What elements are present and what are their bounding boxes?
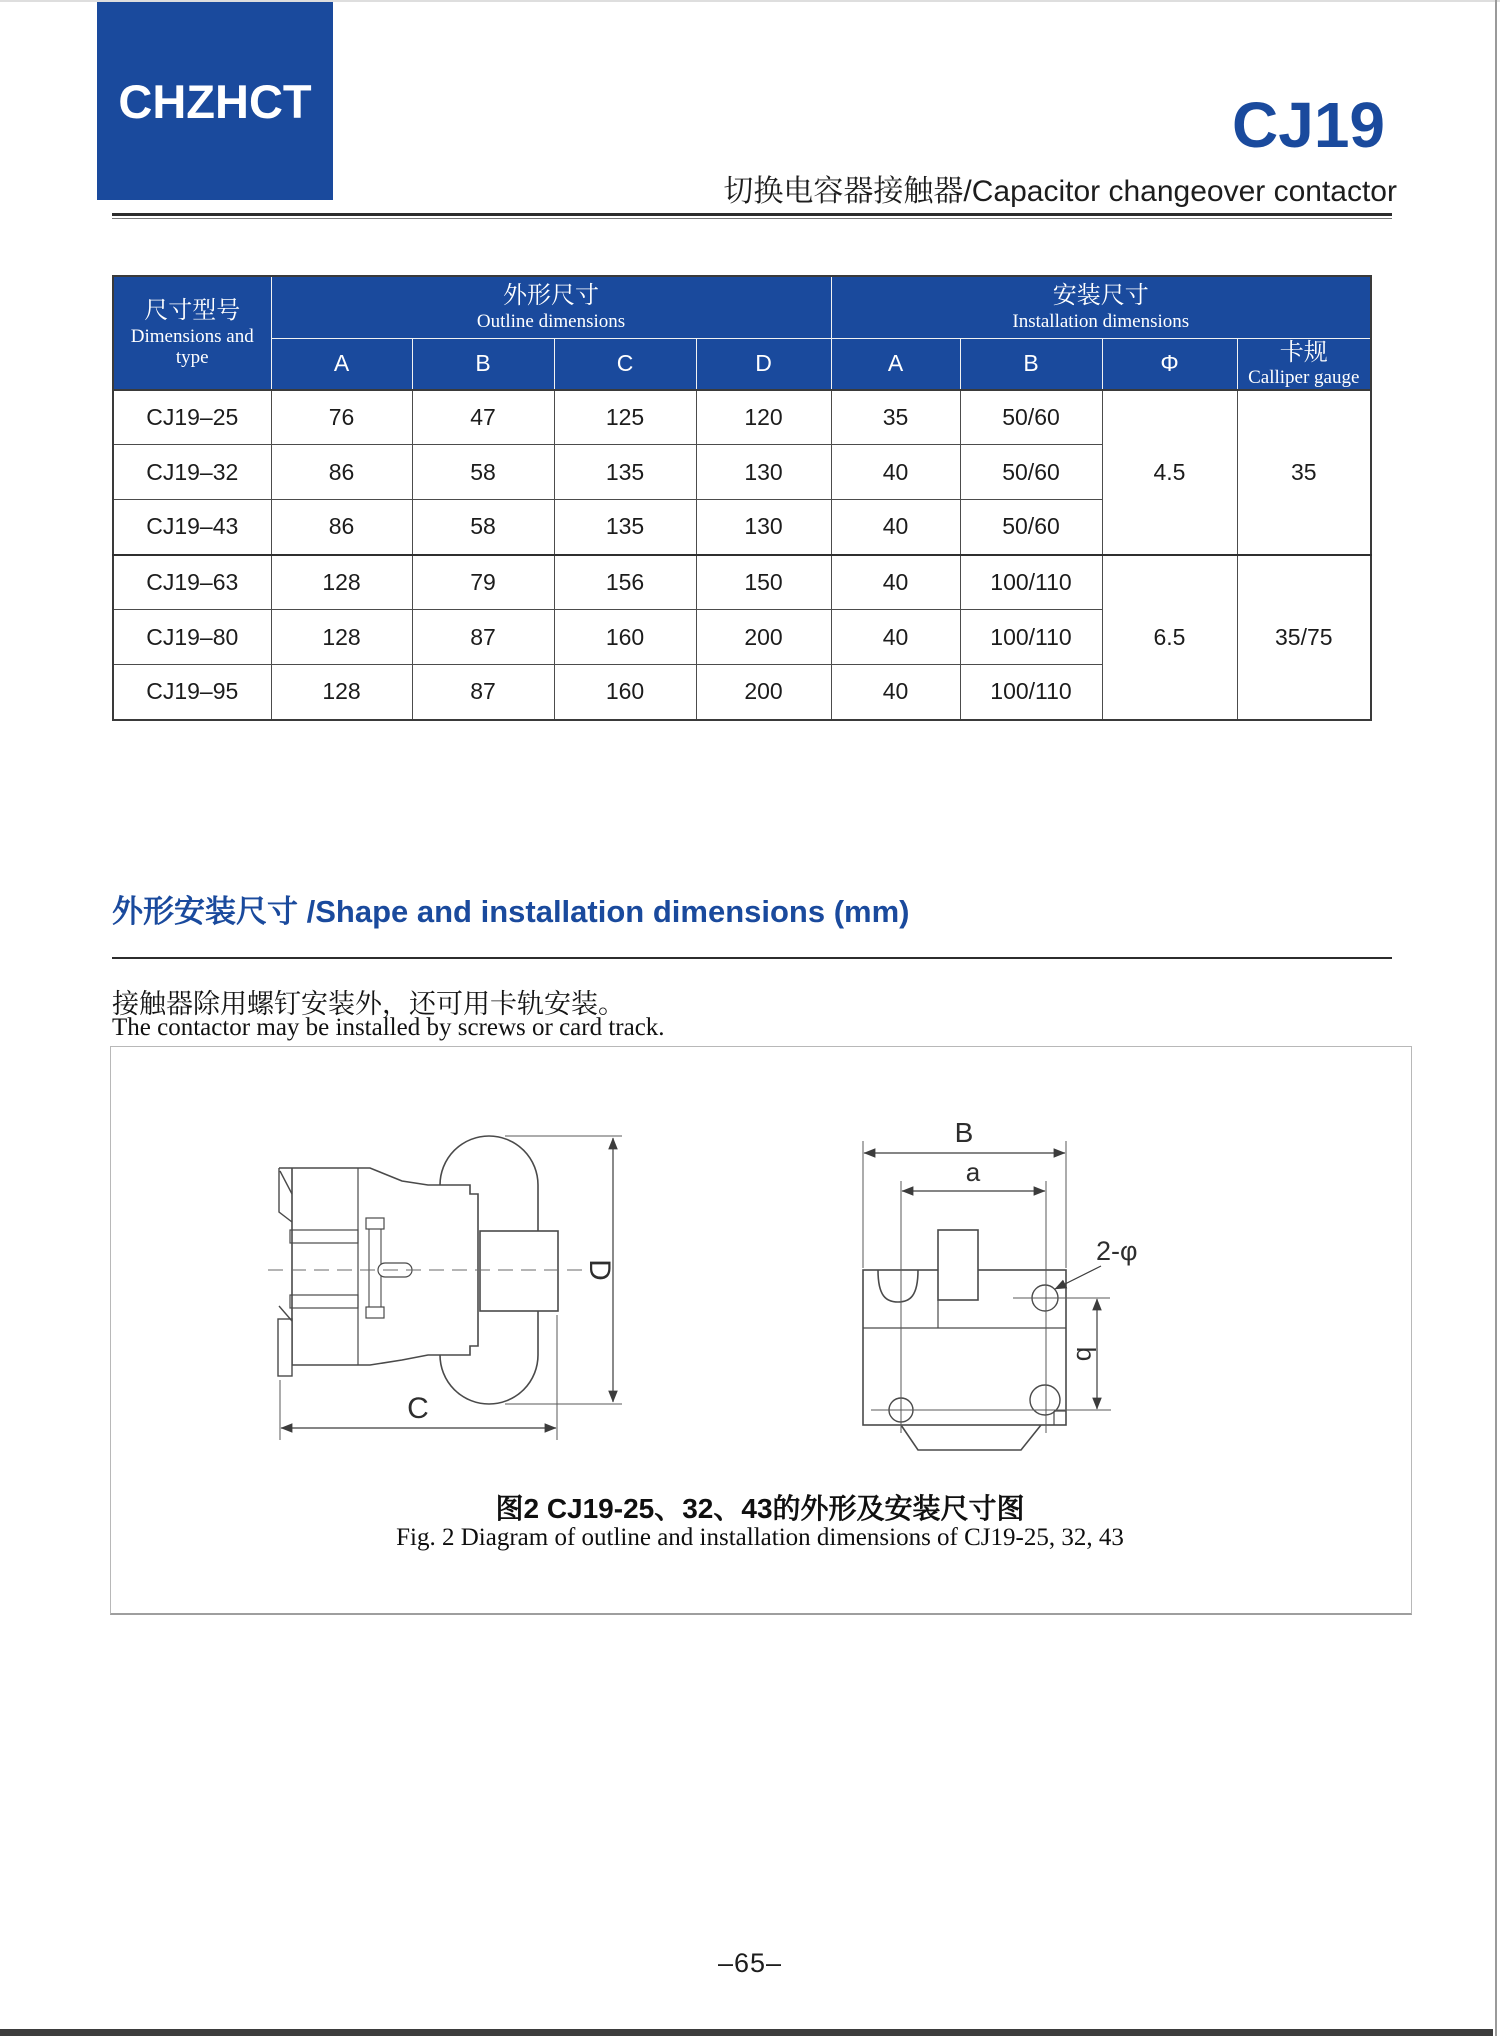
cell-install-B: 50/60 — [960, 500, 1102, 555]
cell-model: CJ19–95 — [113, 665, 271, 720]
cell-C: 160 — [554, 665, 696, 720]
outline-drawing — [240, 1088, 660, 1488]
base-foot — [901, 1425, 1041, 1450]
col-outline-D: D — [696, 338, 831, 390]
brand-logo-text: CHZHCT — [118, 74, 312, 128]
dim-label-C: C — [407, 1392, 429, 1425]
cell-C: 135 — [554, 445, 696, 500]
installation-drawing — [808, 1078, 1208, 1478]
cell-gauge-group2: 35/75 — [1237, 555, 1371, 720]
page-subtitle: 切换电容器接触器/Capacitor changeover contactor — [723, 175, 1397, 208]
col-install-phi: Φ — [1102, 338, 1237, 390]
install-note-zh: 接触器除用螺钉安装外，还可用卡轨安装。 — [112, 989, 625, 1019]
section-rule — [112, 957, 1392, 959]
cell-B: 87 — [412, 610, 554, 665]
rail-clip-top — [279, 1168, 292, 1222]
figure-caption-en: Fig. 2 Diagram of outline and installation dimensions of CJ19-25, 32, 43 — [396, 1524, 1124, 1551]
cell-install-A: 40 — [831, 445, 960, 500]
cell-A: 86 — [271, 500, 412, 555]
cell-D: 120 — [696, 390, 831, 445]
header-outline-zh: 外形尺寸 — [503, 282, 599, 310]
table-row — [113, 390, 1371, 445]
col-calliper-gauge — [1237, 338, 1371, 390]
cell-C: 156 — [554, 555, 696, 610]
product-code: CJ19 — [1232, 89, 1385, 161]
header-dimensions-type-zh: 尺寸型号 — [144, 297, 241, 325]
cell-D: 200 — [696, 665, 831, 720]
header-outline-dimensions — [271, 276, 831, 338]
mounting-flange — [480, 1231, 558, 1311]
cell-C: 160 — [554, 610, 696, 665]
header-installation-en: Installation dimensions — [1012, 311, 1190, 333]
hole-callout-label: 2-φ — [1096, 1236, 1138, 1266]
header-installation-dimensions — [831, 276, 1371, 338]
dim-label-b: b — [1071, 1346, 1102, 1362]
cell-D: 130 — [696, 445, 831, 500]
cell-C: 125 — [554, 390, 696, 445]
cell-model: CJ19–63 — [113, 555, 271, 610]
cell-D: 130 — [696, 500, 831, 555]
cell-model: CJ19–25 — [113, 390, 271, 445]
table-row — [113, 555, 1371, 610]
cell-gauge-group1: 35 — [1237, 390, 1371, 555]
cell-model: CJ19–43 — [113, 500, 271, 555]
cell-A: 128 — [271, 665, 412, 720]
section-heading: 外形安装尺寸 /Shape and installation dimensions (mm) — [112, 894, 910, 929]
dim-label-a: a — [965, 1157, 981, 1187]
page-right-edge-line — [1495, 0, 1497, 2036]
col-calliper-en: Calliper gauge — [1248, 367, 1360, 389]
header-outline-en: Outline dimensions — [476, 311, 626, 333]
cell-install-A: 35 — [831, 390, 960, 445]
brand-logo — [97, 2, 333, 200]
cell-B: 79 — [412, 555, 554, 610]
cell-install-B: 100/110 — [960, 555, 1102, 610]
cell-install-A: 40 — [831, 555, 960, 610]
col-install-B: B — [960, 338, 1102, 390]
rail-clip-bottom — [278, 1319, 292, 1376]
raised-tab — [938, 1230, 978, 1300]
cell-install-A: 40 — [831, 665, 960, 720]
cell-A: 76 — [271, 390, 412, 445]
col-install-A: A — [831, 338, 960, 390]
cell-B: 58 — [412, 500, 554, 555]
cell-C: 135 — [554, 500, 696, 555]
dim-label-B: B — [954, 1117, 974, 1148]
dim-label-D: D — [583, 1259, 617, 1281]
cell-B: 47 — [412, 390, 554, 445]
header-installation-zh: 安装尺寸 — [1052, 282, 1149, 310]
cell-A: 128 — [271, 610, 412, 665]
cell-phi-group2: 6.5 — [1102, 555, 1237, 720]
cell-install-B: 100/110 — [960, 610, 1102, 665]
cell-install-B: 50/60 — [960, 445, 1102, 500]
cell-install-B: 50/60 — [960, 390, 1102, 445]
col-outline-A: A — [271, 338, 412, 390]
cell-install-B: 100/110 — [960, 665, 1102, 720]
cell-A: 128 — [271, 555, 412, 610]
cell-D: 150 — [696, 555, 831, 610]
cell-B: 58 — [412, 445, 554, 500]
cell-model: CJ19–80 — [113, 610, 271, 665]
figure-caption-zh: 图2 CJ19-25、32、43的外形及安装尺寸图 — [495, 1493, 1025, 1524]
col-calliper-zh: 卡规 — [1279, 338, 1328, 366]
header-dimensions-type-en: Dimensions and type — [130, 325, 254, 369]
cell-A: 86 — [271, 445, 412, 500]
cell-install-A: 40 — [831, 610, 960, 665]
cell-install-A: 40 — [831, 500, 960, 555]
install-note-en: The contactor may be installed by screws or card track. — [112, 1014, 665, 1041]
cell-phi-group1: 4.5 — [1102, 390, 1237, 555]
header-rule — [112, 213, 1392, 219]
dimensions-table — [112, 275, 1372, 721]
col-outline-B: B — [412, 338, 554, 390]
footer-bar — [0, 2029, 1493, 2036]
header-dimensions-type — [113, 276, 271, 390]
col-outline-C: C — [554, 338, 696, 390]
page-number: –65– — [717, 1948, 783, 1978]
cell-model: CJ19–32 — [113, 445, 271, 500]
cell-D: 200 — [696, 610, 831, 665]
cell-B: 87 — [412, 665, 554, 720]
